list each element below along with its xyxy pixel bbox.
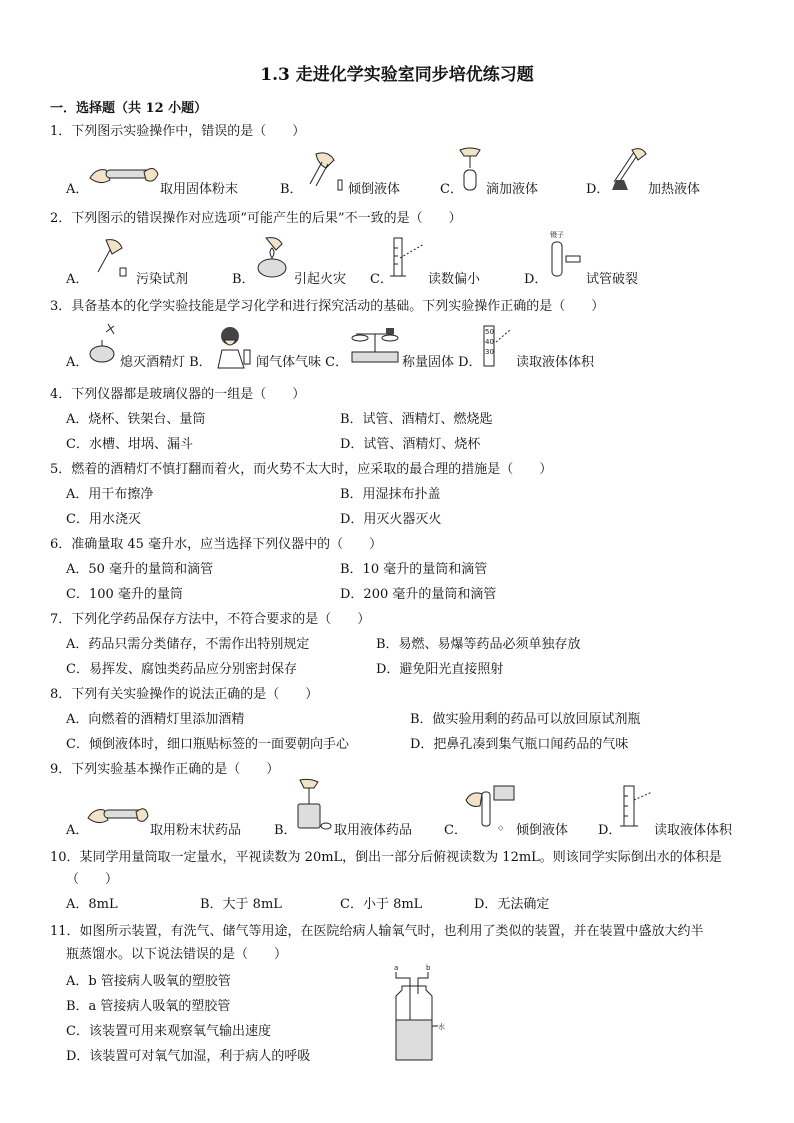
question-10-stem: 10．某同学用量筒取一定量水，平视读数为 20mL，倒出一部分后俯视读数为 12mL。则该同学实际倒出水的体积是 [50, 850, 722, 865]
tube-b-label: b [426, 964, 431, 972]
question-8-stem: 8．下列有关实验操作的说法正确的是（ ） [50, 687, 319, 702]
q6-option-a: A．50 毫升的量筒和滴管 [66, 562, 214, 577]
q3-option-a-letter: A． [66, 355, 89, 370]
q7-option-c: C．易挥发、腐蚀类药品应分别密封保存 [66, 662, 297, 677]
cylinder-tick-40: 40 [485, 338, 494, 346]
q9-option-d-text: 读取液体体积 [654, 823, 733, 838]
q10-option-c: C．小于 8mL [340, 897, 423, 912]
q9-option-b-text: 取用液体药品 [334, 823, 413, 838]
q11-option-c: C．该装置可用来观察氧气输出速度 [66, 1024, 271, 1039]
contaminate-reagent-illustration [84, 236, 132, 280]
question-7-stem: 7．下列化学药品保存方法中，不符合要求的是（ ） [50, 612, 371, 627]
pour-liquid-illustration [462, 782, 518, 832]
q3-option-c-text: 称量固体 D． [402, 355, 482, 370]
q6-option-b: B．10 毫升的量筒和滴管 [340, 562, 488, 577]
q8-option-c: C．倾倒液体时，细口瓶贴标签的一面要朝向手心 [66, 737, 349, 752]
q7-option-a: A．药品只需分类储存，不需作出特别规定 [66, 637, 310, 652]
q11-option-b: B．a 管接病人吸氧的塑胶管 [66, 999, 231, 1014]
q7-option-b: B．易燃、易爆等药品必须单独存放 [376, 637, 581, 652]
q3-option-b-text: 闻气体气味 C． [256, 355, 349, 370]
q10-option-b: B．大于 8mL [200, 897, 282, 912]
question-1-stem: 1．下列图示实验操作中，错误的是（ ） [50, 124, 306, 139]
smell-gas-illustration [214, 324, 256, 368]
section-heading: 一．选择题（共 12 小题） [50, 101, 208, 116]
question-11-stem: 11．如图所示装置，有洗气、储气等用途，在医院给病人输氧气时，也利用了类似的装置，并在装置中盛放大约半 [50, 924, 704, 939]
q9-option-a-text: 取用粉末状药品 [150, 823, 242, 838]
q8-option-b: B．做实验用剩的药品可以放回原试剂瓶 [410, 712, 641, 727]
q6-option-d: D．200 毫升的量筒和滴管 [340, 587, 497, 602]
question-2-stem: 2．下列图示的错误操作对应选项“可能产生的后果”不一致的是（ ） [50, 211, 462, 226]
q5-option-d: D．用灭火器灭火 [340, 512, 442, 527]
q4-option-c: C．水槽、坩埚、漏斗 [66, 437, 193, 452]
q10-option-a: A．8mL [66, 897, 118, 912]
q2-option-d-text: 试管破裂 [586, 272, 639, 287]
q9-option-d-letter: D． [598, 823, 622, 838]
heating-liquid-illustration [604, 146, 648, 192]
q9-option-c-text: 倾倒液体 [516, 823, 569, 838]
read-volume-illustration [616, 782, 656, 832]
cylinder-reading-illustration [480, 322, 514, 368]
q2-option-c-letter: C． [370, 272, 393, 287]
q4-option-a: A．烧杯、铁架台、量筒 [66, 412, 206, 427]
gas-washing-bottle-illustration [388, 960, 448, 1064]
q8-option-a: A．向燃着的酒精灯里添加酒精 [66, 712, 245, 727]
powder-medicine-illustration [86, 796, 150, 830]
q5-option-a: A．用干布擦净 [66, 487, 154, 502]
q4-option-b: B．试管、酒精灯、燃烧匙 [340, 412, 493, 427]
pouring-liquid-illustration [298, 150, 348, 192]
q2-option-a-letter: A． [66, 272, 89, 287]
q2-option-a-text: 污染试剂 [136, 272, 189, 287]
q9-option-c-letter: C． [444, 823, 467, 838]
cylinder-tick-50: 50 [485, 328, 494, 336]
balance-illustration [348, 320, 402, 366]
q1-option-d-letter: D． [586, 182, 610, 197]
water-label: 水 [438, 1023, 445, 1031]
q3-option-a-text: 熄灭酒精灯 B． [120, 355, 212, 370]
q10-option-d: D．无法确定 [474, 897, 550, 912]
q1-option-a-letter: A． [66, 182, 89, 197]
q1-option-b-letter: B． [280, 182, 303, 197]
question-6-stem: 6．准确量取 45 毫升水，应当选择下列仪器中的（ ） [50, 537, 383, 552]
q9-option-a-letter: A． [66, 823, 89, 838]
q7-option-d: D．避免阳光直接照射 [376, 662, 504, 677]
q4-option-d: D．试管、酒精灯、烧杯 [340, 437, 481, 452]
q1-option-c-text: 滴加液体 [486, 182, 539, 197]
dropper-bottle-illustration [292, 778, 332, 832]
question-5-stem: 5．燃着的酒精灯不慎打翻而着火，而火势不太大时，应采取的最合理的措施是（ ） [50, 462, 553, 477]
cylinder-tick-30: 30 [485, 348, 494, 356]
q2-option-c-text: 读数偏小 [428, 272, 481, 287]
extinguish-lamp-illustration [84, 322, 122, 366]
q3-option-d-text: 读取液体体积 [516, 355, 595, 370]
q5-option-b: B．用湿抹布扑盖 [340, 487, 441, 502]
question-4-stem: 4．下列仪器都是玻璃仪器的一组是（ ） [50, 387, 306, 402]
q2-option-b-text: 引起火灾 [294, 272, 347, 287]
q2-option-d-letter: D． [524, 272, 548, 287]
q1-option-b-text: 倾倒液体 [348, 182, 401, 197]
tweezers-label: 镊子 [550, 231, 564, 239]
alcohol-lamp-fire-illustration [252, 236, 292, 280]
powder-scoop-illustration [88, 150, 160, 190]
test-tube-holder-illustration [542, 230, 586, 280]
page-title: 1.3 走进化学实验室同步培优练习题 [260, 65, 534, 85]
q11-option-a: A．b 管接病人吸氧的塑胶管 [66, 974, 231, 989]
q2-option-b-letter: B． [232, 272, 255, 287]
question-9-stem: 9．下列实验基本操作正确的是（ ） [50, 762, 280, 777]
reading-cylinder-illustration [388, 234, 428, 280]
question-10-stem-cont: （ ） [66, 872, 119, 887]
q5-option-c: C．用水浇灭 [66, 512, 141, 527]
q8-option-d: D．把鼻孔凑到集气瓶口闻药品的气味 [410, 737, 629, 752]
q1-option-c-letter: C． [440, 182, 463, 197]
question-3-stem: 3．具备基本的化学实验技能是学习化学和进行探究活动的基础。下列实验操作正确的是（ ） [50, 299, 605, 314]
question-11-stem-cont: 瓶蒸馏水。以下说法错误的是（ ） [66, 947, 288, 962]
q1-option-a-text: 取用固体粉末 [160, 182, 239, 197]
dropping-liquid-illustration [456, 146, 486, 192]
tube-a-label: a [394, 964, 399, 972]
svg-text:◇: ◇ [498, 824, 504, 832]
q11-option-d: D．该装置可对氧气加湿，利于病人的呼吸 [66, 1049, 311, 1064]
q9-option-b-letter: B． [274, 823, 297, 838]
q6-option-c: C．100 毫升的量筒 [66, 587, 183, 602]
q1-option-d-text: 加热液体 [648, 182, 701, 197]
